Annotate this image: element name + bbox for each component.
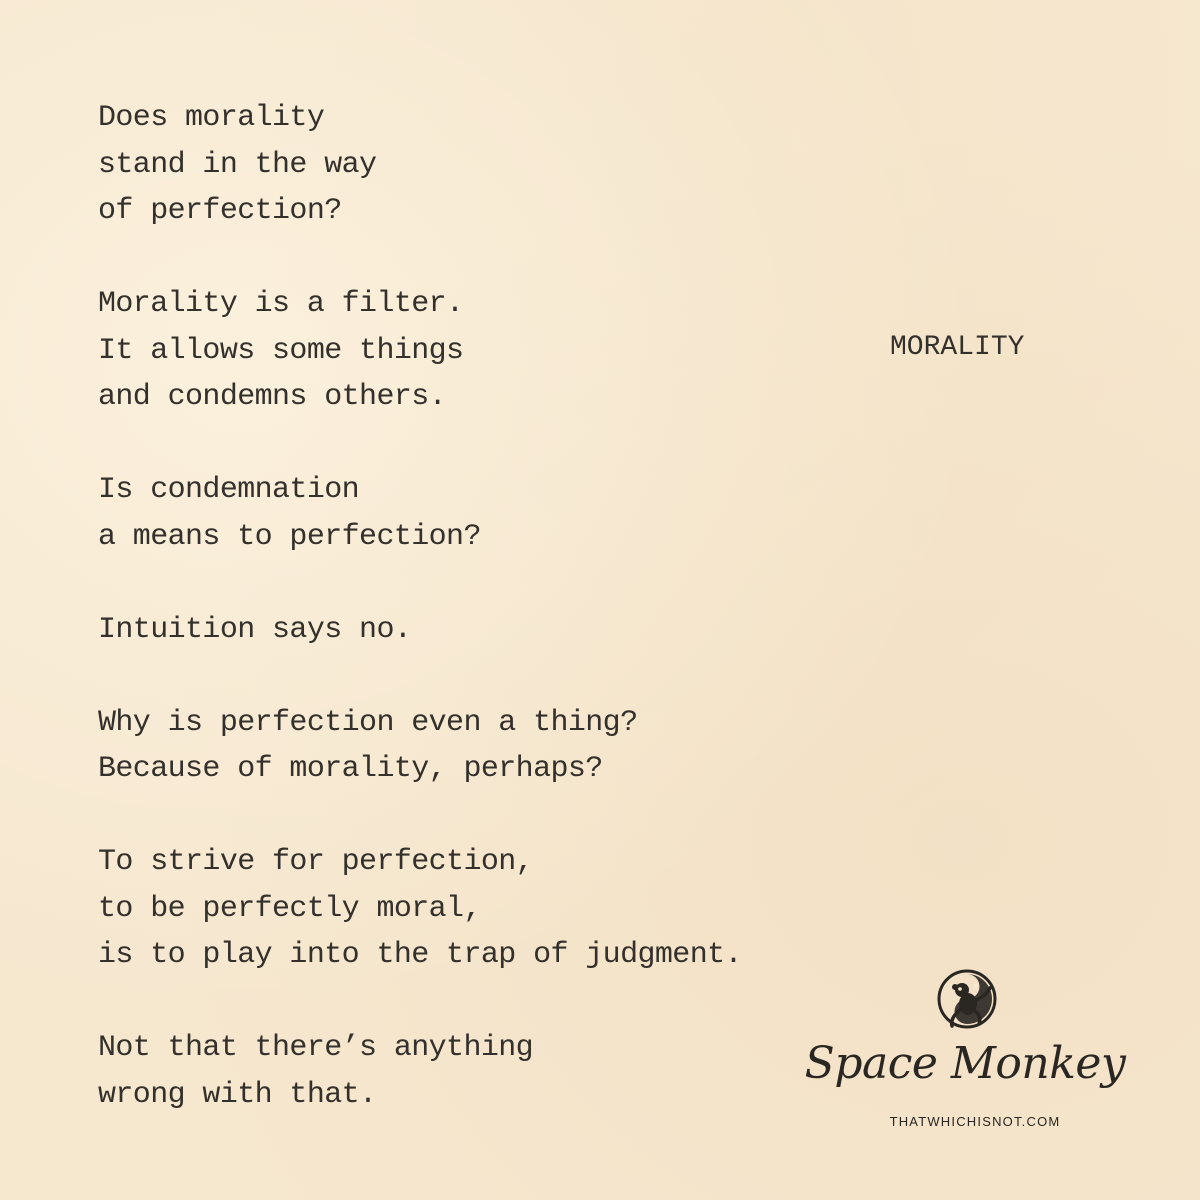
poem-line: Because of morality, perhaps? [98, 752, 603, 786]
poem-stanza-1 [98, 95, 818, 235]
poem-line: To strive for perfection, [98, 845, 534, 879]
logo-url: THATWHICHISNOT.COM [889, 1114, 1061, 1129]
poem-line: of perfection? [98, 194, 342, 228]
poem-line: It allows some things [98, 333, 464, 368]
poem-line: to be perfectly moral, [98, 891, 481, 926]
space-monkey-emblem-icon [932, 966, 1002, 1032]
poem-line: wrong with that. [98, 1077, 377, 1112]
poem-title: MORALITY [890, 332, 1025, 363]
space-monkey-logo [800, 962, 1130, 1142]
poem-line: Why is perfection even a thing? [98, 705, 638, 740]
poem-stanza-4 [98, 607, 818, 654]
poem-stanza-3 [98, 467, 818, 560]
poem-line: Intuition says no. [98, 612, 412, 647]
poem-line: stand in the way [98, 147, 377, 182]
poem-stanza-7 [98, 1025, 818, 1118]
poem-stanza-5 [98, 700, 818, 793]
poem-line: Not that there’s anything [98, 1031, 534, 1065]
poem-line: and condemns others. [98, 380, 447, 414]
poem-stanza-6 [98, 839, 818, 979]
poem-stanza-2 [98, 281, 818, 421]
poem-line: Does morality [98, 101, 325, 135]
poem-line: a means to perfection? [98, 519, 481, 554]
poem-line: Morality is a filter. [98, 287, 464, 321]
poem-line: Is condemnation [98, 473, 360, 507]
logo-wordmark: Space Monkey [804, 1038, 1126, 1089]
poem-body [98, 95, 818, 1118]
poem-line: is to play into the trap of judgment. [98, 938, 742, 972]
